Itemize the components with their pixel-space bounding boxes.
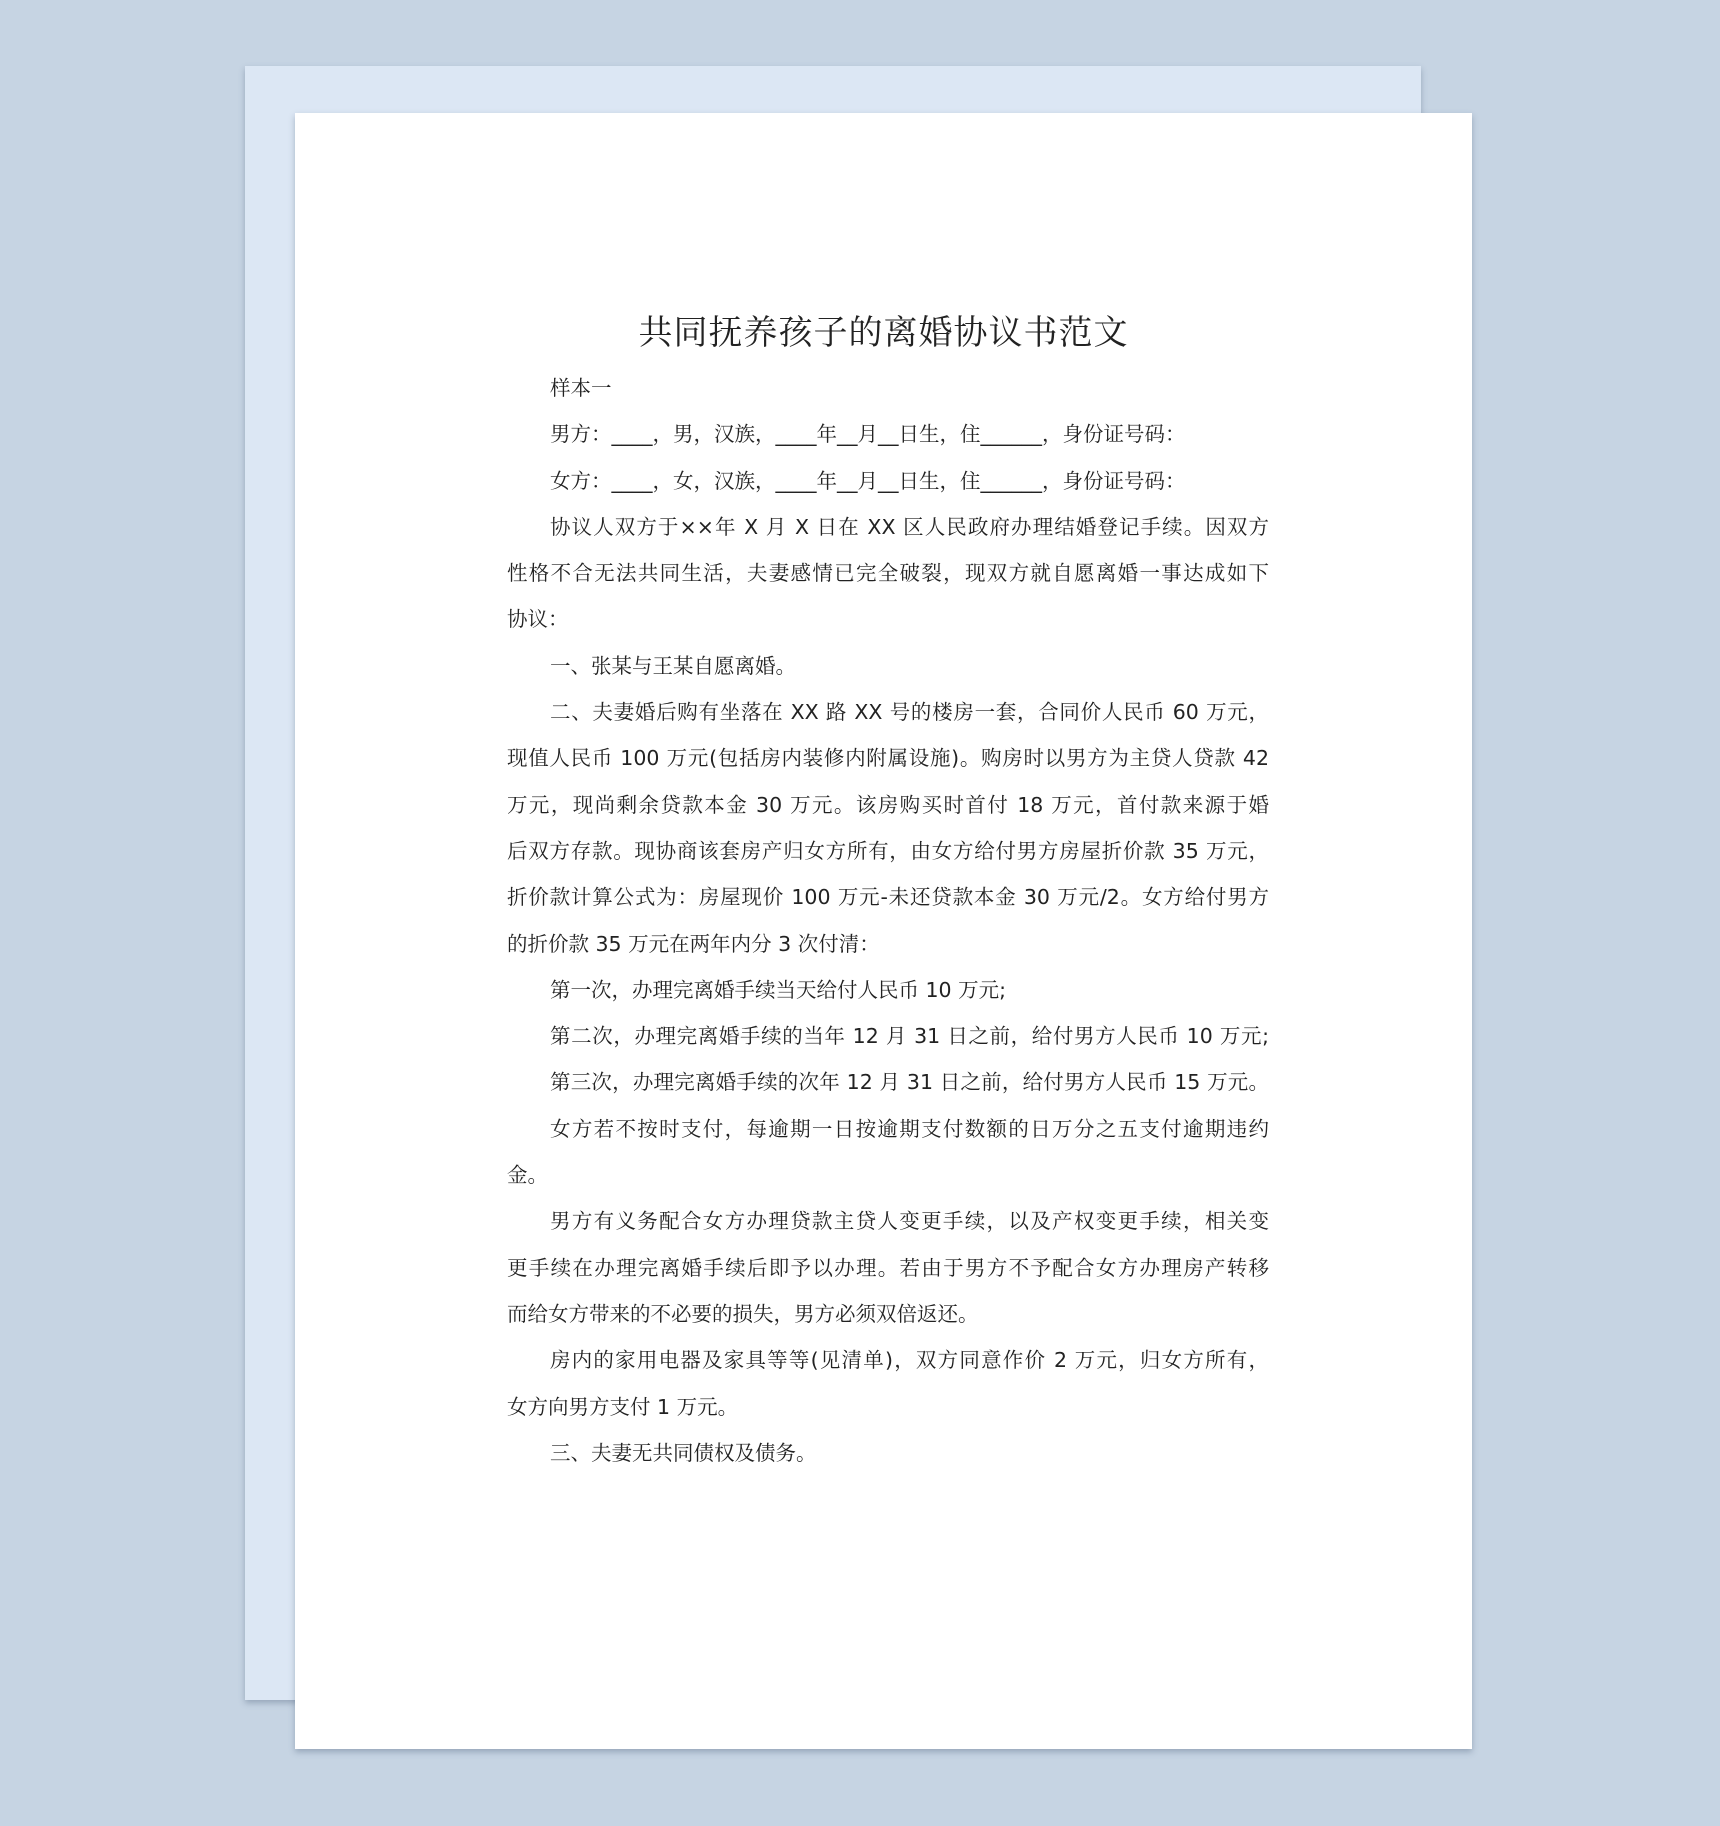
- text-line: 一、张某与王某自愿离婚。: [550, 653, 796, 678]
- text-line: 万元，现尚剩余贷款本金 30 万元。该房购买时首付 18 万元，首付款来源于婚: [507, 792, 1269, 817]
- text-line: 而给女方带来的不必要的损失，男方必须双倍返还。: [507, 1301, 979, 1326]
- text-line: 男方有义务配合女方办理贷款主贷人变更手续，以及产权变更手续，相关变: [550, 1209, 1269, 1234]
- text-line: 房内的家用电器及家具等等(见清单)，双方同意作价 2 万元，归女方所有，: [550, 1348, 1269, 1373]
- text-line: 第一次，办理完离婚手续当天给付人民币 10 万元;: [550, 977, 1007, 1002]
- text-line: 协议人双方于××年 X 月 X 日在 XX 区人民政府办理结婚登记手续。因双方: [550, 514, 1269, 539]
- text-line: 后双方存款。现协商该套房产归女方所有，由女方给付男方房屋折价款 35 万元，: [507, 838, 1269, 863]
- text-line: 样本一: [550, 376, 612, 400]
- document-page: [295, 113, 1472, 1749]
- document-body: [507, 365, 1269, 1476]
- text-line: 协议：: [507, 607, 569, 632]
- text-line: 二、夫妻婚后购有坐落在 XX 路 XX 号的楼房一套，合同价人民币 60 万元，: [550, 700, 1269, 725]
- text-line: 第二次，办理完离婚手续的当年 12 月 31 日之前，给付男方人民币 10 万元;: [550, 1024, 1269, 1049]
- text-line: 现值人民币 100 万元(包括房内装修内附属设施)。购房时以男方为主贷人贷款 42: [507, 746, 1269, 771]
- text-line: 的折价款 35 万元在两年内分 3 次付清：: [507, 931, 880, 956]
- text-line: 女方：____，女，汉族，____年__月__日生，住______，身份证号码：: [550, 468, 1186, 493]
- text-line: 男方：____，男，汉族，____年__月__日生，住______，身份证号码：: [550, 422, 1186, 447]
- text-line: 女方若不按时支付，每逾期一日按逾期支付数额的日万分之五支付逾期违约: [550, 1116, 1269, 1141]
- text-line: 第三次，办理完离婚手续的次年 12 月 31 日之前，给付男方人民币 15 万元。: [550, 1070, 1269, 1095]
- text-line: 性格不合无法共同生活，夫妻感情已完全破裂，现双方就自愿离婚一事达成如下: [507, 561, 1269, 586]
- text-line: 折价款计算公式为：房屋现价 100 万元-未还贷款本金 30 万元/2。女方给付男方: [507, 885, 1269, 910]
- document-title: 共同抚养孩子的离婚协议书范文: [638, 313, 1129, 353]
- text-line: 金。: [507, 1163, 548, 1188]
- text-line: 更手续在办理完离婚手续后即予以办理。若由于男方不予配合女方办理房产转移: [507, 1255, 1269, 1280]
- text-line: 三、夫妻无共同债权及债务。: [550, 1440, 817, 1465]
- text-line: 女方向男方支付 1 万元。: [507, 1394, 739, 1419]
